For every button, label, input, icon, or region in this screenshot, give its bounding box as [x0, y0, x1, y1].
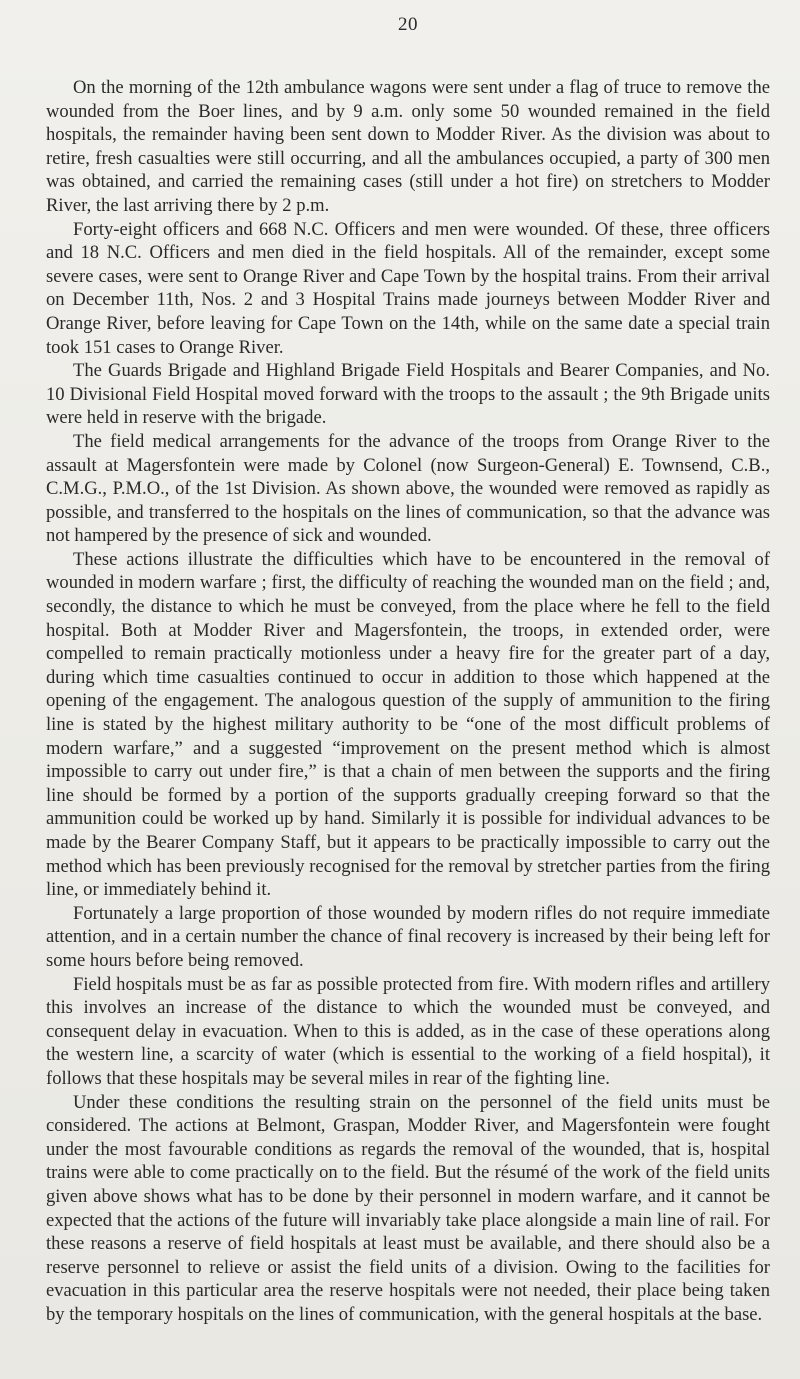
- page-number: 20: [398, 14, 418, 35]
- paragraph: Under these conditions the resulting strain on the personnel of the field units must be considered. The actions at Belmont, Graspan, Modder River, and Magersfontein were fought under the most favourable conditions as regards the removal of the wounded, that is, hospital trains were able to come practically on to the field. But the résumé of the work of the field units given above shows what has to be done by their personnel in modern warfare, and it cannot be expected that the actions of the future will invariably take place alongside a main line of rail. For these reasons a reserve of field hospitals at least must be available, and there should also be a reserve personnel to relieve or assist the field units of a division. Owing to the facilities for evacuation in this particular area the reserve hospitals were not needed, their place being taken by the temporary hospitals on the lines of communication, with the general hospitals at the base.: [46, 1091, 770, 1325]
- paragraph: These actions illustrate the difficulties which have to be encountered in the removal of wounded in modern warfare ; first, the difficulty of reaching the wounded man on the field ; and, secondly, the distance to which he must be conveyed, from the place where he fell to the field hospital. Both at Modder River and Magersfontein, the troops, in extended order, were compelled to remain practically motionless under a heavy fire for the greater part of a day, during which time casualties continued to occur in addition to those which happened at the opening of the engagement. The analogous question of the supply of ammunition to the firing line is stated by the highest military authority to be “one of the most difficult problems of modern warfare,” and a suggested “improvement on the present method which is almost impossible to carry out under fire,” is that a chain of men between the supports and the firing line should be formed by a portion of the supports gradually creeping forward so that the ammunition could be worked up by hand. Similarly it is possible for individual advances to be made by the Bearer Company Staff, but it appears to be practically impossible to carry out the method which has been previously recognised for the removal by stretcher parties from the firing line, or immediately behind it.: [46, 548, 770, 901]
- paragraph: Forty-eight officers and 668 N.C. Officers and men were wounded. Of these, three officers and 18 N.C. Officers and men died in the field hospitals. All of the remainder, except some severe cases, were sent to Orange River and Cape Town by the hospital trains. From their arrival on December 11th, Nos. 2 and 3 Hospital Trains made journeys between Modder River and Orange River, before leaving for Cape Town on the 14th, while on the same date a special train took 151 cases to Orange River.: [46, 218, 770, 358]
- paragraph: On the morning of the 12th ambulance wagons were sent under a flag of truce to remove the wounded from the Boer lines, and by 9 a.m. only some 50 wounded remained in the field hospitals, the remainder having been sent down to Modder River. As the division was about to retire, fresh casualties were still occurring, and all the ambulances occupied, a party of 300 men was obtained, and carried the remaining cases (still under a hot fire) on stretchers to Modder River, the last arriving there by 2 p.m.: [46, 77, 770, 216]
- paragraph: The Guards Brigade and Highland Brigade Field Hospitals and Bearer Companies, and No. 10 Divisional Field Hospital moved forward with the troops to the assault ; the 9th Brigade units were held in reserve with the brigade.: [46, 360, 770, 429]
- paragraph: Fortunately a large proportion of those wounded by modern rifles do not require immediate attention, and in a certain number the chance of final recovery is increased by their being left for some hours before being removed.: [46, 902, 770, 971]
- paragraph: The field medical arrangements for the advance of the troops from Orange River to the assault at Magersfontein were made by Colonel (now Surgeon-General) E. Townsend, C.B., C.M.G., P.M.O., of the 1st Division. As shown above, the wounded were removed as rapidly as possible, and transferred to the hospitals on the lines of communication, so that the advance was not hampered by the presence of sick and wounded.: [46, 430, 770, 547]
- body-text: [46, 76, 770, 1326]
- paragraph: Field hospitals must be as far as possible protected from fire. With modern rifles and artillery this involves an increase of the distance to which the wounded must be conveyed, and consequent delay in evacuation. When to this is added, as in the case of these operations along the western line, a scarcity of water (which is essential to the working of a field hospital), it follows that these hospitals may be several miles in rear of the fighting line.: [46, 973, 770, 1089]
